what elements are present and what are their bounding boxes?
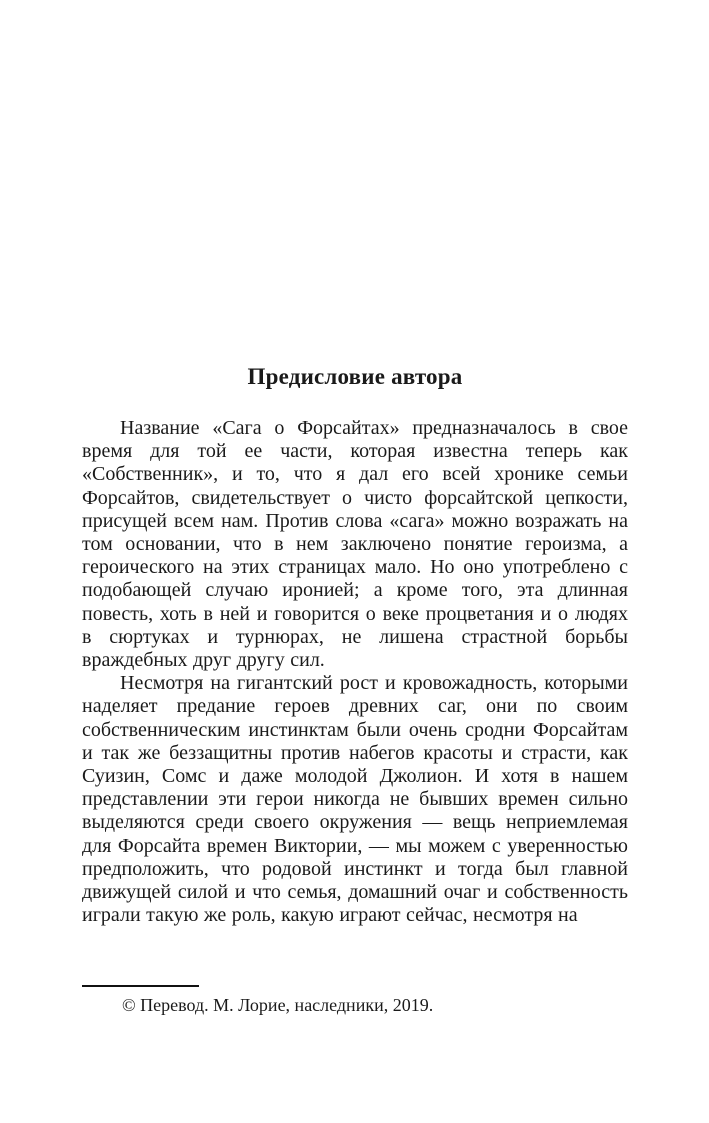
footnote-text: © Перевод. М. Лорие, наследники, 2019. bbox=[122, 995, 434, 1015]
footnote-rule bbox=[82, 985, 199, 987]
page-content bbox=[82, 364, 628, 927]
footnote bbox=[82, 985, 628, 1016]
chapter-title: Предисловие автора bbox=[247, 364, 463, 389]
body-paragraph: Несмотря на гигантский рост и кровожадность, которыми наделяет предание героев древних саг, они по своим собственническим инстинктам были очень сродни Форсайтам и так же беззащитны против набегов красоты и страсти, как Суизин, Сомс и даже молодой Джолион. И хотя в нашем представлении эти герои никогда не бывших времен сильно выделяются среди своего окружения — вещь неприемлемая для Форсайта времен Виктории, — мы можем с уверенностью предположить, что родовой инстинкт и тогда был главной движущей силой и что семья, домашний очаг и собственность играли такую же роль, какую играют сейчас, несмотря на bbox=[82, 672, 628, 927]
body-paragraph: Название «Сага о Форсайтах» предназначалось в свое время для той ее части, которая известна теперь как «Собственник», и то, что я дал его всей хронике семьи Форсайтов, свидетельствует о чисто форсайтской цепкости, присущей всем нам. Против слова «сага» можно возражать на том основании, что в нем заключено понятие героизма, а героического на этих страницах мало. Но оно употреблено с подобающей случаю иронией; а кроме того, эта длинная повесть, хоть в ней и говорится о веке процветания и о людях в сюртуках и турнюрах, не лишена страстной борьбы враждебных друг другу сил. bbox=[82, 417, 628, 672]
